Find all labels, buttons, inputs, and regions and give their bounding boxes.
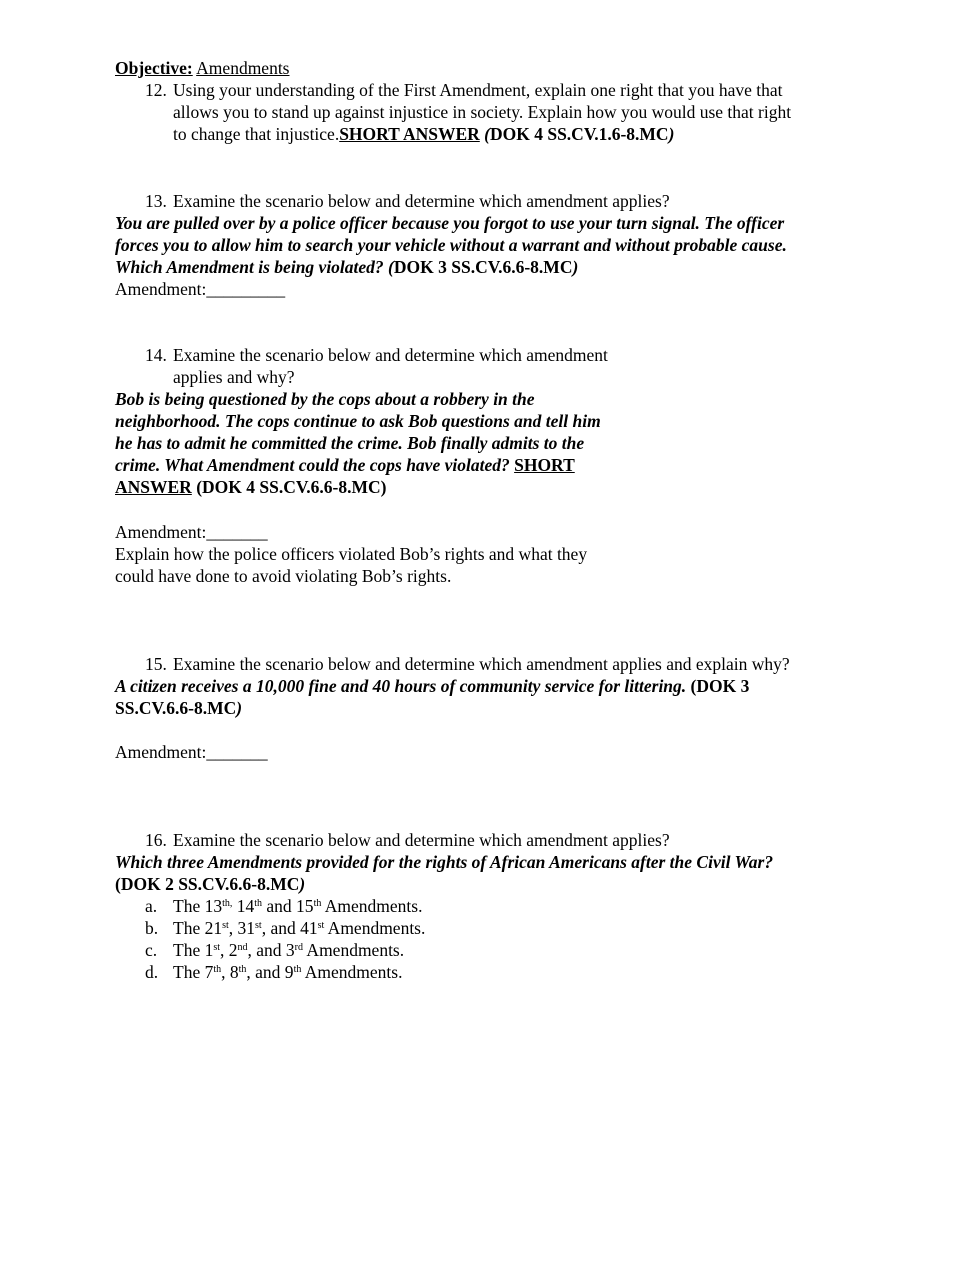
dok-code: (DOK 3 bbox=[690, 676, 750, 696]
option-text-part: The 13 bbox=[173, 896, 223, 916]
objective-topic: Amendments bbox=[196, 58, 290, 78]
dok-paren: ( bbox=[484, 124, 490, 144]
option-text-part: , 31 bbox=[228, 918, 256, 938]
question-line-text: to change that injustice. bbox=[173, 124, 340, 144]
option-text bbox=[173, 917, 425, 939]
scenario-line bbox=[115, 256, 787, 278]
option-letter: a. bbox=[145, 896, 158, 916]
ordinal-suffix: st bbox=[317, 920, 325, 931]
option-text-part: Amendments. bbox=[303, 940, 405, 960]
option-text-part: , 2 bbox=[220, 940, 238, 960]
option-text-part: The 1 bbox=[173, 940, 214, 960]
ordinal-suffix: th bbox=[213, 964, 222, 975]
amendment-answer-blank: Amendment:_________ bbox=[115, 279, 286, 299]
scenario-line-text: A citizen receives a 10,000 fine and 40 hours of community service for littering. bbox=[115, 676, 687, 696]
question-line bbox=[115, 873, 773, 895]
question-line bbox=[173, 123, 791, 145]
ordinal-suffix: rd bbox=[294, 942, 304, 953]
option-text-part: Amendments. bbox=[301, 962, 403, 982]
short-answer-tag: ANSWER bbox=[115, 477, 192, 497]
dok-paren: ) bbox=[236, 698, 243, 718]
scenario-line bbox=[115, 476, 601, 498]
scenario-line-text: crime. What Amendment could the cops have violated? bbox=[115, 455, 510, 475]
objective-prefix: Objective: bbox=[115, 58, 193, 78]
option-text bbox=[173, 895, 422, 917]
dok-code: DOK 3 SS.CV.6.6-8.MC bbox=[393, 257, 573, 277]
option-text-part: and 15 bbox=[262, 896, 314, 916]
option-text bbox=[173, 939, 404, 961]
option-letter: d. bbox=[145, 962, 159, 982]
amendment-answer-blank: Amendment:_______ bbox=[115, 742, 268, 762]
question-line: Which three Amendments provided for the rights of African Americans after the Civil War? bbox=[115, 852, 774, 872]
scenario-line: he has to admit he committed the crime. Bob finally admits to the bbox=[115, 433, 585, 453]
question-prompt bbox=[173, 344, 608, 388]
option-text-part: , and 9 bbox=[246, 962, 294, 982]
ordinal-suffix: st bbox=[213, 942, 221, 953]
scenario-text bbox=[115, 388, 601, 498]
amendment-answer-blank: Amendment:_______ bbox=[115, 522, 268, 542]
question-prompt: Examine the scenario below and determine which amendment applies and explain why? bbox=[173, 654, 790, 674]
scenario-line bbox=[115, 454, 601, 476]
scenario-line bbox=[115, 675, 749, 697]
ordinal-suffix: th, bbox=[222, 898, 233, 909]
question-number: 14. bbox=[145, 345, 167, 365]
option-text-part: , and 3 bbox=[247, 940, 295, 960]
dok-paren: ) bbox=[299, 874, 306, 894]
question-number: 13. bbox=[145, 191, 167, 211]
question-text bbox=[115, 851, 773, 895]
dok-paren: ) bbox=[572, 257, 579, 277]
short-answer-tag: SHORT bbox=[514, 455, 575, 475]
ordinal-suffix: th bbox=[293, 964, 302, 975]
scenario-line-text: Which Amendment is being violated? ( bbox=[115, 257, 394, 277]
question-line: allows you to stand up against injustice in society. Explain how you would use that right bbox=[173, 102, 792, 122]
ordinal-suffix: nd bbox=[237, 942, 248, 953]
dok-code: SS.CV.6.6-8.MC bbox=[115, 698, 237, 718]
scenario-line: Bob is being questioned by the cops about a robbery in the bbox=[115, 389, 535, 409]
scenario-text bbox=[115, 212, 787, 300]
ordinal-suffix: th bbox=[313, 898, 322, 909]
question-text bbox=[173, 79, 791, 145]
question-line: Examine the scenario below and determine which amendment bbox=[173, 345, 608, 365]
ordinal-suffix: th bbox=[254, 898, 263, 909]
explain-line: could have done to avoid violating Bob’s rights. bbox=[115, 566, 452, 586]
option-letter: c. bbox=[145, 940, 158, 960]
option-letter: b. bbox=[145, 918, 159, 938]
scenario-line: forces you to allow him to search your vehicle without a warrant and without probable cause. bbox=[115, 235, 787, 255]
question-number: 15. bbox=[145, 654, 167, 674]
short-answer-tag: SHORT ANSWER bbox=[339, 124, 480, 144]
option-text-part: , and 41 bbox=[261, 918, 318, 938]
question-line: Using your understanding of the First Amendment, explain one right that you have that bbox=[173, 80, 783, 100]
question-prompt: Examine the scenario below and determine which amendment applies? bbox=[173, 191, 670, 211]
scenario-line: neighborhood. The cops continue to ask Bob questions and tell him bbox=[115, 411, 601, 431]
ordinal-suffix: st bbox=[222, 920, 229, 931]
option-text-part: 14 bbox=[232, 896, 255, 916]
scenario-line bbox=[115, 697, 749, 719]
dok-code: DOK 4 SS.CV.1.6-8.MC bbox=[489, 124, 669, 144]
dok-paren: ) bbox=[668, 124, 675, 144]
question-number: 16. bbox=[145, 830, 167, 850]
question-line: applies and why? bbox=[173, 367, 295, 387]
option-text-part: Amendments. bbox=[324, 918, 426, 938]
dok-code: (DOK 2 SS.CV.6.6-8.MC bbox=[115, 874, 300, 894]
option-text-part: The 7 bbox=[173, 962, 214, 982]
dok-code: (DOK 4 SS.CV.6.6-8.MC) bbox=[196, 477, 387, 497]
question-prompt: Examine the scenario below and determine which amendment applies? bbox=[173, 830, 670, 850]
answer-area bbox=[115, 521, 587, 587]
option-text-part: The 21 bbox=[173, 918, 223, 938]
option-text bbox=[173, 961, 402, 983]
ordinal-suffix: st bbox=[255, 920, 262, 931]
explain-line: Explain how the police officers violated Bob’s rights and what they bbox=[115, 544, 588, 564]
option-text-part: Amendments. bbox=[321, 896, 423, 916]
question-number: 12. bbox=[145, 80, 167, 100]
option-text-part: , 8 bbox=[221, 962, 239, 982]
scenario-text bbox=[115, 675, 749, 719]
ordinal-suffix: th bbox=[238, 964, 247, 975]
objective-heading bbox=[115, 57, 290, 79]
scenario-line: You are pulled over by a police officer because you forgot to use your turn signal. The officer bbox=[115, 213, 785, 233]
